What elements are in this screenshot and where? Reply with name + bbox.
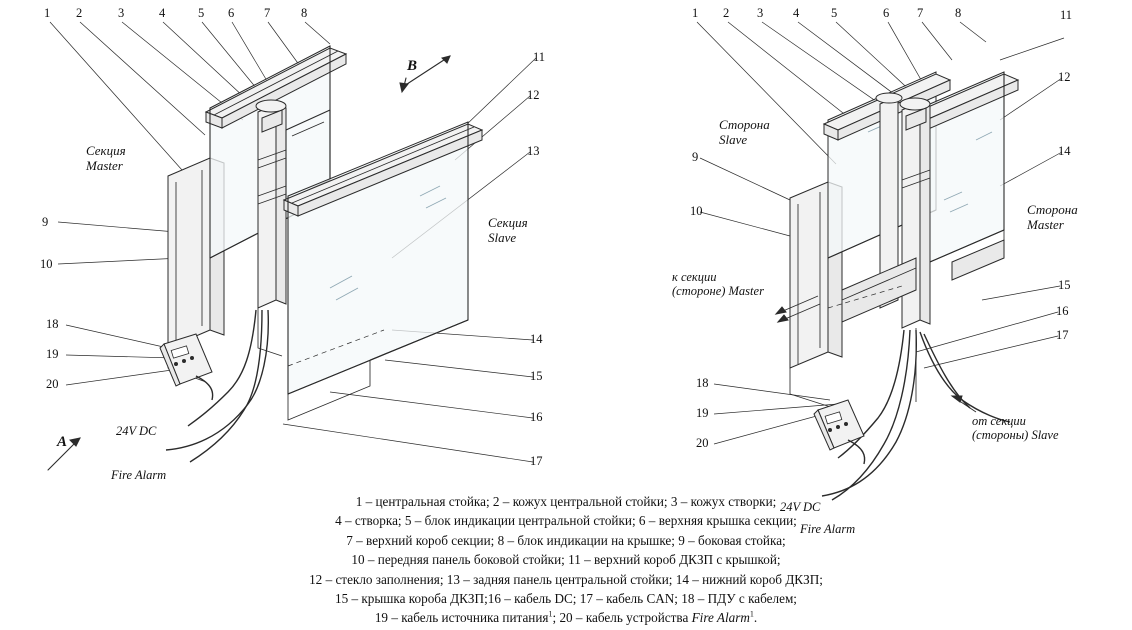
right-callout-15: 15 — [1058, 278, 1071, 292]
section-slave-line2: Slave — [488, 229, 517, 245]
direction-label-a: A — [57, 434, 68, 450]
to-master-line2: (стороне) Master — [672, 284, 764, 299]
right-callout-1: 1 — [692, 6, 699, 20]
left-callout-16: 16 — [530, 410, 543, 424]
caption-line-4: 10 – передняя панель боковой стойки; 11 – верхний короб ДКЗП с крышкой; — [351, 552, 781, 568]
right-callout-8: 8 — [955, 6, 962, 20]
left-callout-12: 12 — [527, 88, 540, 102]
right-callout-20: 20 — [696, 436, 709, 450]
from-slave-arrow — [952, 396, 976, 412]
right-callout-2: 2 — [723, 6, 730, 20]
caption-line-1: 1 – центральная стойка; 2 – кожух центральной стойки; 3 – кожух створки; — [355, 494, 777, 509]
remote-control-left — [160, 334, 213, 400]
caption-line-5: 12 – стекло заполнения; 13 – задняя панель центральной стойки; 14 – нижний короб ДКЗП; — [309, 571, 823, 587]
right-callout-11: 11 — [1060, 8, 1073, 22]
left-callout-4: 4 — [159, 6, 166, 20]
caption-line-7 — [0, 608, 1132, 627]
label-section-slave — [488, 216, 528, 246]
right-callout-6: 6 — [883, 6, 890, 20]
left-callout-9: 9 — [42, 215, 49, 229]
left-callout-14: 14 — [530, 332, 543, 346]
caption-line-7-a: 19 – кабель источника питания — [374, 610, 549, 626]
caption-line-6: 15 – крышка короба ДКЗП;16 – кабель DC; 17 – кабель CAN; 18 – ПДУ с кабелем; — [335, 591, 797, 607]
right-callout-4: 4 — [793, 6, 800, 20]
right-callout-17: 17 — [1056, 328, 1069, 342]
right-callout-5: 5 — [831, 6, 838, 20]
caption-line-7-b: ; 20 – кабель устройства — [552, 610, 692, 626]
right-label-fire-alarm: Fire Alarm — [800, 522, 856, 536]
side-slave-line1: Сторона — [719, 117, 770, 132]
left-callout-13: 13 — [527, 144, 540, 158]
left-callout-1: 1 — [44, 6, 51, 20]
right-callout-16: 16 — [1056, 304, 1069, 318]
side-master-line1: Сторона — [1027, 202, 1078, 217]
left-callout-2: 2 — [76, 6, 83, 20]
right-callout-7: 7 — [917, 6, 924, 20]
direction-label-b: B — [407, 58, 418, 74]
to-master-line1: к секции — [672, 270, 717, 284]
from-slave-line1: от секции — [972, 414, 1026, 428]
left-callout-8: 8 — [301, 6, 308, 20]
left-callout-7: 7 — [264, 6, 271, 20]
left-callout-19: 19 — [46, 347, 59, 361]
caption-line-7-c: Fire Alarm — [691, 610, 750, 626]
caption-line-7-end: . — [753, 610, 758, 626]
section-slave-line1: Секция — [488, 215, 528, 230]
central-post-left — [256, 100, 286, 308]
left-label-24v-dc: 24V DC — [116, 424, 157, 438]
left-callout-5: 5 — [198, 6, 205, 20]
label-to-master-section — [672, 270, 764, 299]
left-callout-6: 6 — [228, 6, 235, 20]
left-label-fire-alarm: Fire Alarm — [111, 468, 167, 482]
caption-footnote-mark-2: 1 — [749, 610, 754, 620]
label-side-master — [1027, 203, 1078, 233]
caption-line-3: 7 – верхний короб секции; 8 – блок индикации на крышке; 9 – боковая стойка; — [346, 532, 786, 548]
side-slave-line2: Slave — [719, 131, 748, 147]
right-callout-12: 12 — [1058, 70, 1071, 84]
left-callout-15: 15 — [530, 369, 543, 383]
left-callout-3: 3 — [118, 6, 125, 20]
right-callout-3: 3 — [757, 6, 764, 20]
left-callout-10: 10 — [40, 257, 53, 271]
section-master-line1: Секция — [86, 143, 126, 158]
right-callout-14: 14 — [1058, 144, 1071, 158]
left-assembly-drawing — [48, 22, 536, 470]
label-side-slave — [719, 118, 770, 148]
label-section-master — [86, 144, 126, 174]
side-master-line2: Master — [1027, 216, 1064, 232]
left-callout-18: 18 — [46, 317, 59, 331]
right-callout-19: 19 — [696, 406, 709, 420]
figure-caption — [0, 492, 1132, 628]
left-callout-17: 17 — [530, 454, 543, 468]
left-callout-20: 20 — [46, 377, 59, 391]
right-callout-9: 9 — [692, 150, 699, 164]
caption-footnote-mark-1: 1 — [548, 610, 553, 620]
label-from-slave-section — [972, 414, 1059, 443]
remote-control-right — [814, 400, 865, 464]
from-slave-line2: (стороны) Slave — [972, 428, 1059, 443]
section-master-line2: Master — [86, 157, 123, 173]
right-callout-10: 10 — [690, 204, 703, 218]
right-callout-18: 18 — [696, 376, 709, 390]
left-callout-11: 11 — [533, 50, 546, 64]
caption-line-2: 4 – створка; 5 – блок индикации центральной стойки; 6 – верхняя крышка секции; — [335, 513, 797, 529]
right-label-24v-dc: 24V DC — [780, 500, 821, 514]
